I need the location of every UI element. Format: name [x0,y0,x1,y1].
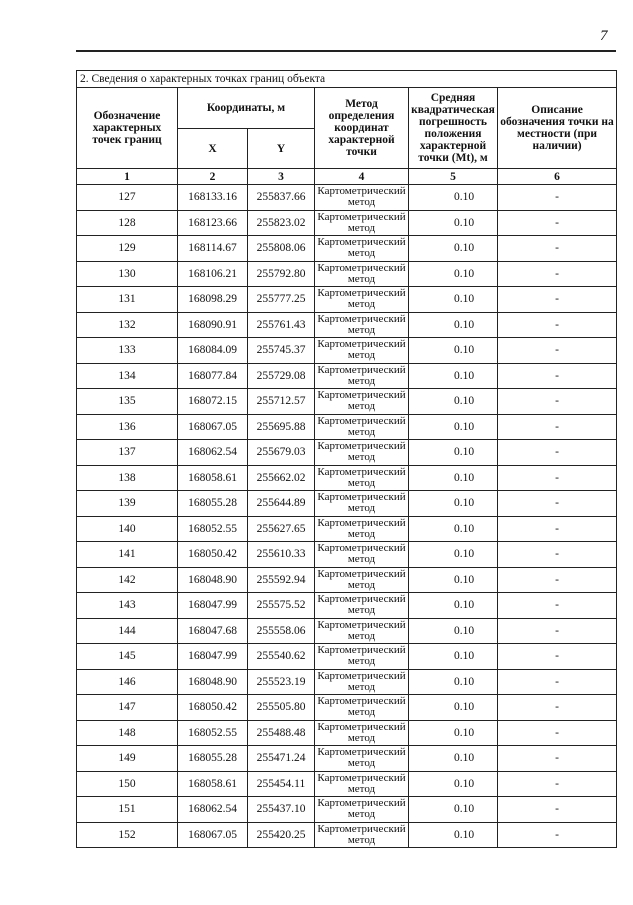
description-cell: - [498,440,617,466]
description-cell: - [498,338,617,364]
method-line-2: метод [347,400,376,413]
method-cell [315,312,409,338]
description-cell: - [498,669,617,695]
point-id-cell: 131 [77,287,178,313]
accuracy-cell: 0.10 [409,261,498,287]
accuracy-cell: 0.10 [409,567,498,593]
point-id-cell: 148 [77,720,178,746]
table-row [77,465,617,491]
x-coordinate-cell: 168047.68 [178,618,248,644]
description-cell: - [498,210,617,236]
method-line-1: Картометрический [317,287,406,300]
method-line-1: Картометрический [317,695,406,708]
method-cell [315,720,409,746]
table-row [77,210,617,236]
page-mark: 7 [600,28,608,44]
accuracy-cell: 0.10 [409,312,498,338]
y-coordinate-cell: 255575.52 [248,593,315,619]
y-coordinate-cell: 255745.37 [248,338,315,364]
y-coordinate-cell: 255777.25 [248,287,315,313]
accuracy-cell: 0.10 [409,287,498,313]
description-cell: - [498,695,617,721]
x-coordinate-cell: 168052.55 [178,720,248,746]
y-coordinate-cell: 255662.02 [248,465,315,491]
header-coordinates: Координаты, м [178,88,315,129]
description-cell: - [498,363,617,389]
method-cell [315,389,409,415]
method-line-1: Картометрический [317,618,406,631]
method-line-1: Картометрический [317,312,406,325]
table-row [77,261,617,287]
header-accuracy: Средняя квадратическая погрешность положения характерной точки (Mt), м [409,88,498,169]
x-coordinate-cell: 168072.15 [178,389,248,415]
accuracy-cell: 0.10 [409,516,498,542]
method-line-1: Картометрический [317,720,406,733]
top-rule [76,50,616,52]
x-coordinate-cell: 168062.54 [178,797,248,823]
description-cell: - [498,797,617,823]
method-cell [315,210,409,236]
table-row [77,797,617,823]
table-row [77,644,617,670]
description-cell: - [498,414,617,440]
description-cell: - [498,389,617,415]
y-coordinate-cell: 255695.88 [248,414,315,440]
method-cell [315,644,409,670]
point-id-cell: 142 [77,567,178,593]
method-line-2: метод [347,757,376,770]
method-line-2: метод [347,527,376,540]
column-number: 5 [409,169,498,185]
method-line-1: Картометрический [317,593,406,606]
accuracy-cell: 0.10 [409,338,498,364]
x-coordinate-cell: 168084.09 [178,338,248,364]
point-id-cell: 150 [77,771,178,797]
point-id-cell: 143 [77,593,178,619]
x-coordinate-cell: 168052.55 [178,516,248,542]
table-row [77,185,617,211]
table-row [77,618,617,644]
description-cell: - [498,261,617,287]
description-cell: - [498,618,617,644]
point-id-cell: 139 [77,491,178,517]
table-row [77,491,617,517]
accuracy-cell: 0.10 [409,669,498,695]
accuracy-cell: 0.10 [409,465,498,491]
method-cell [315,440,409,466]
x-coordinate-cell: 168055.28 [178,491,248,517]
column-number: 6 [498,169,617,185]
point-id-cell: 149 [77,746,178,772]
description-cell: - [498,287,617,313]
method-line-1: Картометрический [317,363,406,376]
point-id-cell: 135 [77,389,178,415]
accuracy-cell: 0.10 [409,389,498,415]
y-coordinate-cell: 255761.43 [248,312,315,338]
x-coordinate-cell: 168067.05 [178,822,248,848]
x-coordinate-cell: 168055.28 [178,746,248,772]
x-coordinate-cell: 168050.42 [178,542,248,568]
method-line-1: Картометрический [317,491,406,504]
accuracy-cell: 0.10 [409,695,498,721]
accuracy-cell: 0.10 [409,746,498,772]
y-coordinate-cell: 255712.57 [248,389,315,415]
method-line-2: метод [347,298,376,311]
point-id-cell: 151 [77,797,178,823]
method-cell [315,287,409,313]
boundary-points-table [76,70,617,848]
method-cell [315,363,409,389]
y-coordinate-cell: 255627.65 [248,516,315,542]
description-cell: - [498,593,617,619]
accuracy-cell: 0.10 [409,644,498,670]
header-description: Описание обозначения точки на местности (при наличии) [498,88,617,169]
method-line-2: метод [347,476,376,489]
y-coordinate-cell: 255540.62 [248,644,315,670]
method-line-1: Картометрический [317,669,406,682]
description-cell: - [498,185,617,211]
point-id-cell: 129 [77,236,178,262]
y-coordinate-cell: 255592.94 [248,567,315,593]
method-line-2: метод [347,425,376,438]
method-line-2: метод [347,272,376,285]
header-point-id: Обозначение характерных точек границ [77,88,178,169]
accuracy-cell: 0.10 [409,542,498,568]
accuracy-cell: 0.10 [409,822,498,848]
point-id-cell: 137 [77,440,178,466]
method-cell [315,746,409,772]
accuracy-cell: 0.10 [409,414,498,440]
x-coordinate-cell: 168106.21 [178,261,248,287]
x-coordinate-cell: 168123.66 [178,210,248,236]
point-id-cell: 127 [77,185,178,211]
point-id-cell: 147 [77,695,178,721]
point-id-cell: 144 [77,618,178,644]
table-row [77,338,617,364]
table-row [77,720,617,746]
point-id-cell: 152 [77,822,178,848]
point-id-cell: 134 [77,363,178,389]
method-cell [315,261,409,287]
y-coordinate-cell: 255644.89 [248,491,315,517]
y-coordinate-cell: 255437.10 [248,797,315,823]
method-line-1: Картометрический [317,185,406,198]
description-cell: - [498,236,617,262]
description-cell: - [498,567,617,593]
table-row [77,389,617,415]
table-row [77,363,617,389]
table-row [77,542,617,568]
x-coordinate-cell: 168077.84 [178,363,248,389]
column-number: 4 [315,169,409,185]
accuracy-cell: 0.10 [409,210,498,236]
x-coordinate-cell: 168047.99 [178,644,248,670]
method-cell [315,618,409,644]
y-coordinate-cell: 255729.08 [248,363,315,389]
method-line-2: метод [347,323,376,336]
accuracy-cell: 0.10 [409,797,498,823]
description-cell: - [498,516,617,542]
x-coordinate-cell: 168067.05 [178,414,248,440]
table-row [77,746,617,772]
accuracy-cell: 0.10 [409,593,498,619]
section-title: 2. Сведения о характерных точках границ объекта [77,71,617,88]
description-cell: - [498,491,617,517]
y-coordinate-cell: 255823.02 [248,210,315,236]
method-line-1: Картометрический [317,261,406,274]
x-coordinate-cell: 168058.61 [178,771,248,797]
table-row [77,567,617,593]
point-id-cell: 128 [77,210,178,236]
method-cell [315,567,409,593]
method-cell [315,593,409,619]
point-id-cell: 145 [77,644,178,670]
point-id-cell: 138 [77,465,178,491]
method-cell [315,695,409,721]
accuracy-cell: 0.10 [409,720,498,746]
method-line-1: Картометрический [317,414,406,427]
method-line-2: метод [347,680,376,693]
method-cell [315,516,409,542]
point-id-cell: 130 [77,261,178,287]
method-cell [315,338,409,364]
accuracy-cell: 0.10 [409,363,498,389]
y-coordinate-cell: 255505.80 [248,695,315,721]
y-coordinate-cell: 255837.66 [248,185,315,211]
column-number: 3 [248,169,315,185]
method-line-1: Картометрический [317,771,406,784]
method-cell [315,465,409,491]
x-coordinate-cell: 168048.90 [178,669,248,695]
column-number: 2 [178,169,248,185]
method-line-2: метод [347,731,376,744]
accuracy-cell: 0.10 [409,491,498,517]
accuracy-cell: 0.10 [409,236,498,262]
y-coordinate-cell: 255471.24 [248,746,315,772]
method-line-1: Картометрический [317,338,406,351]
description-cell: - [498,465,617,491]
y-coordinate-cell: 255679.03 [248,440,315,466]
x-coordinate-cell: 168114.67 [178,236,248,262]
y-coordinate-cell: 255792.80 [248,261,315,287]
method-cell [315,185,409,211]
x-coordinate-cell: 168098.29 [178,287,248,313]
table-row [77,822,617,848]
method-cell [315,491,409,517]
method-line-2: метод [347,553,376,566]
method-line-2: метод [347,221,376,234]
table-row [77,695,617,721]
accuracy-cell: 0.10 [409,618,498,644]
x-coordinate-cell: 168133.16 [178,185,248,211]
y-coordinate-cell: 255420.25 [248,822,315,848]
method-line-1: Картометрический [317,822,406,835]
method-cell [315,236,409,262]
table-row [77,287,617,313]
method-line-2: метод [347,349,376,362]
method-line-1: Картометрический [317,440,406,453]
description-cell: - [498,720,617,746]
description-cell: - [498,644,617,670]
point-id-cell: 132 [77,312,178,338]
column-number: 1 [77,169,178,185]
description-cell: - [498,771,617,797]
method-line-2: метод [347,196,376,209]
description-cell: - [498,822,617,848]
method-line-2: метод [347,782,376,795]
x-coordinate-cell: 168058.61 [178,465,248,491]
method-line-1: Картометрический [317,567,406,580]
method-line-2: метод [347,604,376,617]
method-line-1: Картометрический [317,465,406,478]
y-coordinate-cell: 255488.48 [248,720,315,746]
method-cell [315,771,409,797]
accuracy-cell: 0.10 [409,440,498,466]
description-cell: - [498,746,617,772]
y-coordinate-cell: 255454.11 [248,771,315,797]
table-row [77,414,617,440]
method-line-2: метод [347,833,376,846]
x-coordinate-cell: 168090.91 [178,312,248,338]
method-line-1: Картометрический [317,210,406,223]
x-coordinate-cell: 168062.54 [178,440,248,466]
method-cell [315,822,409,848]
y-coordinate-cell: 255523.19 [248,669,315,695]
table-row [77,236,617,262]
method-line-2: метод [347,706,376,719]
method-line-2: метод [347,808,376,821]
table-row [77,669,617,695]
table-row [77,771,617,797]
y-coordinate-cell: 255558.06 [248,618,315,644]
method-line-2: метод [347,451,376,464]
method-cell [315,797,409,823]
table-row [77,593,617,619]
method-line-2: метод [347,629,376,642]
description-cell: - [498,312,617,338]
header-x: X [178,129,248,169]
y-coordinate-cell: 255610.33 [248,542,315,568]
method-cell [315,542,409,568]
point-id-cell: 140 [77,516,178,542]
method-line-1: Картометрический [317,236,406,249]
accuracy-cell: 0.10 [409,771,498,797]
x-coordinate-cell: 168047.99 [178,593,248,619]
x-coordinate-cell: 168048.90 [178,567,248,593]
method-cell [315,414,409,440]
method-line-1: Картометрический [317,516,406,529]
table-row [77,440,617,466]
method-line-1: Картометрический [317,542,406,555]
point-id-cell: 146 [77,669,178,695]
method-line-1: Картометрический [317,644,406,657]
header-y: Y [248,129,315,169]
method-line-1: Картометрический [317,746,406,759]
table-row [77,516,617,542]
point-id-cell: 136 [77,414,178,440]
description-cell: - [498,542,617,568]
table-row [77,312,617,338]
method-line-1: Картометрический [317,797,406,810]
method-line-2: метод [347,655,376,668]
point-id-cell: 141 [77,542,178,568]
method-line-2: метод [347,247,376,260]
point-id-cell: 133 [77,338,178,364]
method-line-2: метод [347,578,376,591]
x-coordinate-cell: 168050.42 [178,695,248,721]
method-line-2: метод [347,502,376,515]
accuracy-cell: 0.10 [409,185,498,211]
header-method: Метод определения координат характерной точки [315,88,409,169]
y-coordinate-cell: 255808.06 [248,236,315,262]
method-cell [315,669,409,695]
method-line-2: метод [347,374,376,387]
method-line-1: Картометрический [317,389,406,402]
